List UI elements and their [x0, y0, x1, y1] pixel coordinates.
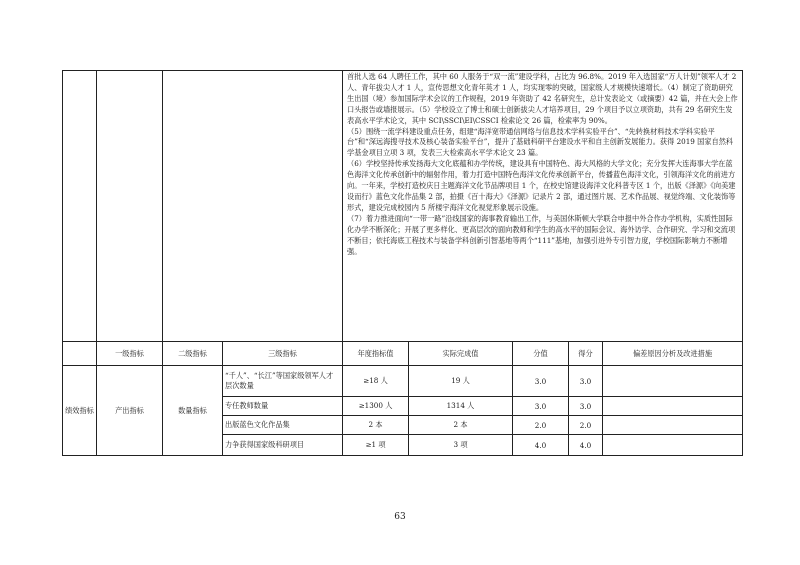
- narrative-paragraph: 首批人选 64 人聘任工作，其中 60 人服务于“双一流”建设学科，占比为 96.8%。2019 年入选国家“万人计划”领军人才 2 人、青年拔尖人才 1 人，宣传思想文化青年英才 1 人，均实现零的突破，国家级人才规模快速增长。（4）制定了资助研究生出国（境）参加国际学术会议的工作规程，2019 年资助了 42 名研究生，总计发表论文（或摘要）42 篇，并在大会上作口头报告或墙报展示。（5）学校设立了博士和硕士创新拔尖人才培养项目，29 个项目予以立项资助，共有 29 名研究生发表高水平学术论文，其中 SCI\SSCI\EI\CSSCI 检索论文 26 篇，检索率为 90%。: [347, 72, 738, 125]
- table-header-row: [63, 342, 743, 366]
- narrative-paragraph: （6）学校坚持传承发扬海大文化底蕴和办学传统，建设具有中国特色、海大风格的大学文化；充分发挥大连海事大学在蓝色海洋文化传承创新中的辐射作用，着力打造中国特色海洋文化传承创新平台，传播蓝色海洋文化，引领海洋文化的前进方向。一年来，学校打造校庆日主题海洋文化节品牌项目 1 个，在校史馆建设海洋文化科普专区 1 个，出版《泽源》《向美建设而行》蓝色文化作品集 2 部，拍摄《百十海大》《泽源》记录片 2 部，通过图片展、艺术作品展、视觉终端、文化装饰等形式，建设完成校园内 5 所楼宇海洋文化视觉形象展示设施。: [347, 159, 736, 212]
- indicator-target: ≥1 项: [343, 435, 409, 456]
- indicator-name: “千人”、“长江”等国家级领军人才层次数量: [223, 366, 343, 397]
- level2-label: 数量指标: [163, 366, 223, 456]
- performance-table: [62, 70, 743, 456]
- indicator-name: 出版蓝色文化作品集: [223, 416, 343, 435]
- page-number: 63: [394, 512, 406, 522]
- header-level1: 一级指标: [97, 342, 163, 366]
- narrative-cell: [343, 71, 743, 342]
- indicator-actual: 1314 人: [409, 397, 513, 416]
- header-target: 年度指标值: [343, 342, 409, 366]
- indicator-got: 2.0: [569, 416, 603, 435]
- table-row: [63, 366, 743, 397]
- indicator-got: 3.0: [569, 397, 603, 416]
- header-note: 偏差原因分析及改进措施: [603, 342, 743, 366]
- indicator-score: 3.0: [513, 366, 569, 397]
- indicator-note: [603, 435, 743, 456]
- level1-label: 产出指标: [97, 366, 163, 456]
- indicator-name: 力争获得国家级科研项目: [223, 435, 343, 456]
- indicator-actual: 2 本: [409, 416, 513, 435]
- indicator-target: ≥18 人: [343, 366, 409, 397]
- indicator-got: 3.0: [569, 366, 603, 397]
- indicator-score: 2.0: [513, 416, 569, 435]
- indicator-target: ≥1300 人: [343, 397, 409, 416]
- header-level3: 三级指标: [223, 342, 343, 366]
- narrative-row: [63, 71, 743, 342]
- indicator-name: 专任教师数量: [223, 397, 343, 416]
- header-score: 分值: [513, 342, 569, 366]
- indicator-target: 2 本: [343, 416, 409, 435]
- indicator-actual: 3 项: [409, 435, 513, 456]
- indicator-note: [603, 366, 743, 397]
- col0-label: 绩效指标: [63, 366, 97, 456]
- indicator-score: 3.0: [513, 397, 569, 416]
- indicator-actual: 19 人: [409, 366, 513, 397]
- indicator-note: [603, 397, 743, 416]
- header-actual: 实际完成值: [409, 342, 513, 366]
- indicator-note: [603, 416, 743, 435]
- header-got: 得分: [569, 342, 603, 366]
- indicator-score: 4.0: [513, 435, 569, 456]
- header-level2: 二级指标: [163, 342, 223, 366]
- narrative-paragraph: （5）围绕一流学科建设重点任务，组建“海洋宽带通信网络与信息技术学科实验平台”、“先转换材料技术学科实验平台”和“深远海搜寻技术及核心装备实验平台”，提升了基础科研平台建设水平和自主创新发展能力。获得 2019 国家自然科学基金项目立项 3 项，发表三大检索高水平学术论文 23 篇。: [347, 126, 734, 158]
- narrative-paragraph: （7）着力推进面向“一带一路”沿线国家的海事教育输出工作，与美国休斯顿大学联合申报中外合作办学机构，实质性国际化办学不断深化；开展了更多样化、更高层次的面向教师和学生的高水平的国际会议、海外访学、合作研究、学习和交流项不断目；依托海底工程技术与装备学科创新引智基地等两个“111”基地，加强引进外专引智力度，学校国际影响力不断增强。: [347, 213, 736, 256]
- indicator-got: 4.0: [569, 435, 603, 456]
